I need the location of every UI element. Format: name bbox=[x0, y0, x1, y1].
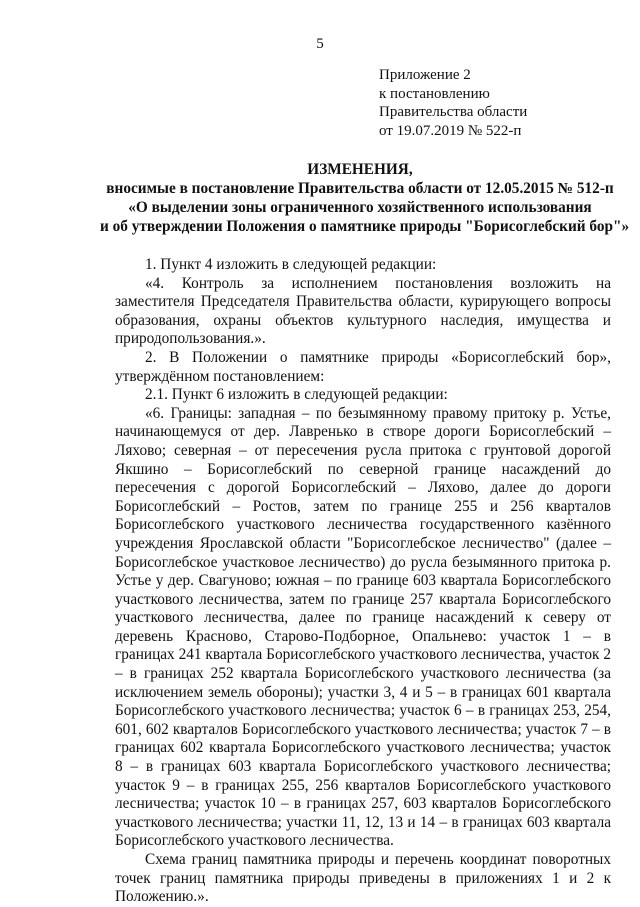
appendix-line: Правительства области bbox=[379, 104, 528, 120]
appendix-line: от 19.07.2019 № 522-п bbox=[379, 122, 522, 139]
appendix-line: к постановлению bbox=[379, 85, 490, 102]
page-number: 5 bbox=[316, 36, 324, 52]
heading-line: «О выделении зоны ограниченного хозяйственного использования bbox=[128, 199, 592, 216]
paragraph: «6. Границы: западная – по безымянному правому притоку р. Устье, начинающемуся от дер. Лавренько в створе дороги Борисоглебский – Ляхово; северная – от пересечения русла притока с грунтовой дорогой Якшино – Борисоглебский по северной границе насаждений до пересечения с дорогой Борисоглебский – Ляхово, далее до дороги Борисоглебский – Ростов, затем по границе 255 и 256 кварталов Борисоглебского участкового лесничества государственного казённого учреждения Ярославской области "Борисоглебское лесничество" (далее – Борисоглебское участковое лесничество) до русла безымянного притока р. Устье у дер. Свагуново; южная – по границе 603 квартала Борисоглебского участкового лесничества, затем по границе 257 квартала Борисоглебского участкового лесничества, далее по границе насаждений к северу от деревень Красново, Старово-Подборное, Опальнево: участок 1 – в границах 241 квартала Борисоглебского участкового лесничества, участок 2 – в границах 252 квартала Борисоглебского участкового лесничества (за исключением земель обороны); участки 3, 4 и 5 – в границах 601 квартала Борисоглебского участкового лесничества; участок 6 – в границах 253, 254, 601, 602 кварталов Борисоглебского участкового лесничества; участок 7 – в границах 602 квартала Борисоглебского участкового лесничества; участок 8 – в границах 603 квартала Борисоглебского участкового лесничества; участок 9 – в границах 255, 256 кварталов Борисоглебского участкового лесничества; участок 10 – в границах 257, 603 кварталов Борисоглебского участкового лесничества; участки 11, 12, 13 и 14 – в границах 603 квартала Борисоглебского участкового лесничества. bbox=[115, 404, 611, 850]
heading-title: ИЗМЕНЕНИЯ, bbox=[307, 161, 413, 178]
appendix-block bbox=[379, 66, 527, 140]
paragraph: «4. Контроль за исполнением постановления возложить на заместителя Председателя Правительства области, курирующего вопросы образования, охраны объектов культурного наследия, имущества и природопользования.». bbox=[115, 274, 611, 348]
document-heading bbox=[100, 160, 630, 236]
paragraph: 2.1. Пункт 6 изложить в следующей редакции: bbox=[145, 386, 448, 404]
heading-line: и об утверждении Положения о памятнике природы "Борисоглебский бор"» bbox=[100, 218, 630, 235]
paragraph: 2. В Положении о памятнике природы «Борисоглебский бор», утверждённом постановлением: bbox=[115, 348, 611, 385]
document-body bbox=[115, 256, 611, 907]
paragraph: 1. Пункт 4 изложить в следующей редакции: bbox=[145, 256, 437, 273]
appendix-line: Приложение 2 bbox=[379, 67, 471, 83]
heading-line: вносимые в постановление Правительства области от 12.05.2015 № 512-п bbox=[106, 180, 614, 197]
paragraph: Схема границ памятника природы и перечень координат поворотных точек границ памятника природы приведены в приложениях 1 и 2 к Положению.». bbox=[115, 851, 611, 906]
